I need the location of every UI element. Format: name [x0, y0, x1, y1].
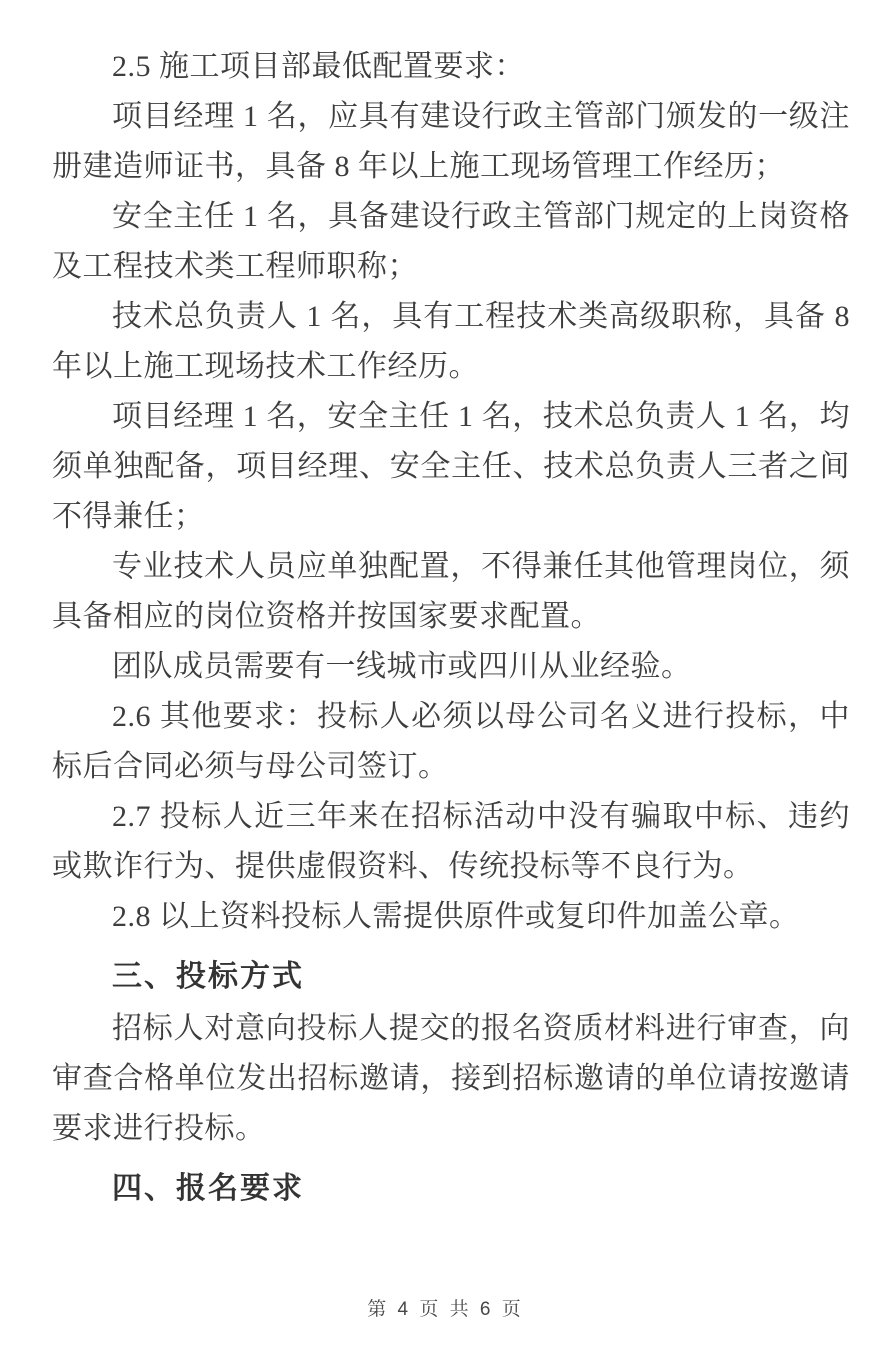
paragraph-bid-method-detail: 招标人对意向投标人提交的报名资质材料进行审查，向审查合格单位发出招标邀请，接到招标邀请的单位请按邀请要求进行投标。: [52, 1012, 850, 1145]
section-heading-bid-method: 三、投标方式: [112, 960, 304, 993]
paragraph-2-5-title: 2.5 施工项目部最低配置要求：: [112, 50, 525, 83]
paragraph-chief-technical-requirement: 技术总负责人 1 名，具有工程技术类高级职称，具备 8 年以上施工现场技术工作经历。: [52, 300, 850, 383]
paragraph-project-manager-requirement: 项目经理 1 名，应具有建设行政主管部门颁发的一级注册建造师证书，具备 8 年以上施工现场管理工作经历；: [52, 100, 850, 183]
paragraph-team-experience: 团队成员需要有一线城市或四川从业经验。: [112, 650, 692, 683]
paragraph-separate-staffing: 项目经理 1 名，安全主任 1 名，技术总负责人 1 名，均须单独配备，项目经理、安全主任、技术总负责人三者之间不得兼任；: [52, 400, 850, 533]
document-body: [52, 42, 850, 1216]
paragraph-professional-staff: 专业技术人员应单独配置，不得兼任其他管理岗位，须具备相应的岗位资格并按国家要求配置。: [52, 550, 850, 633]
paragraph-2-7-no-misconduct: 2.7 投标人近三年来在招标活动中没有骗取中标、违约或欺诈行为、提供虚假资料、传统投标等不良行为。: [52, 800, 850, 883]
paragraph-safety-director-requirement: 安全主任 1 名，具备建设行政主管部门规定的上岗资格及工程技术类工程师职称；: [52, 200, 850, 283]
section-heading-registration-requirements: 四、报名要求: [112, 1172, 304, 1205]
paragraph-2-8-originals-seal: 2.8 以上资料投标人需提供原件或复印件加盖公章。: [112, 900, 800, 933]
paragraph-2-6-other-requirements: 2.6 其他要求：投标人必须以母公司名义进行投标，中标后合同必须与母公司签订。: [52, 700, 850, 783]
page-number-footer: 第 4 页 共 6 页: [367, 1299, 524, 1320]
